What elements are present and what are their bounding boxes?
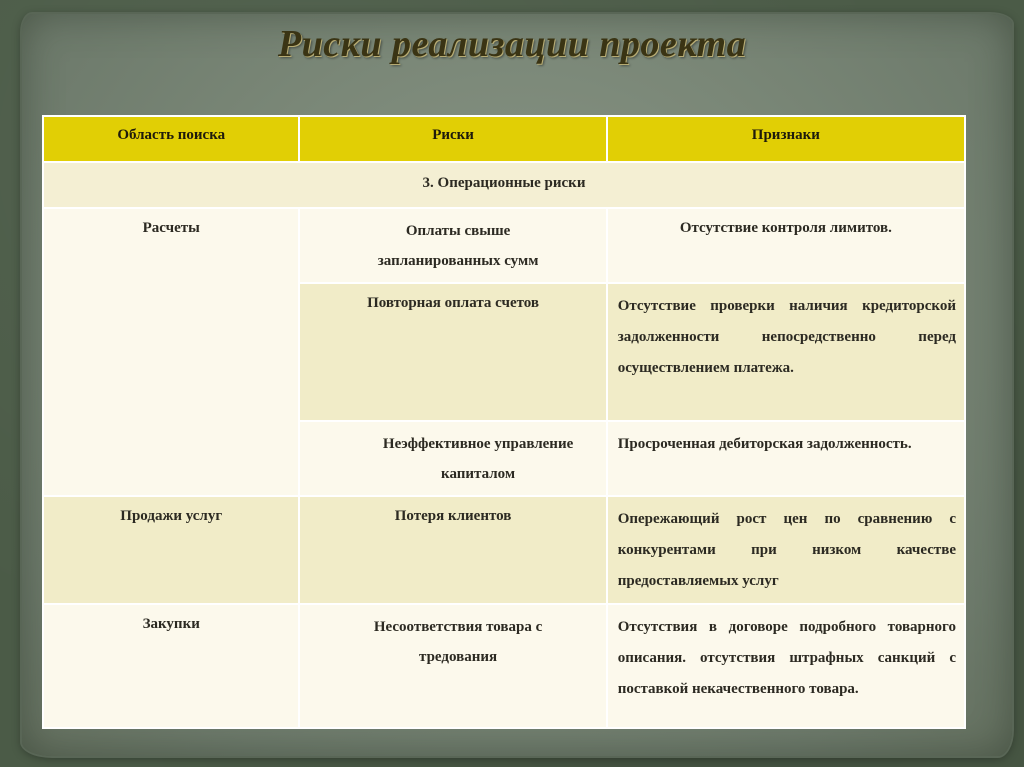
area-cell: Расчеты bbox=[43, 208, 299, 496]
header-area: Область поиска bbox=[43, 116, 299, 162]
sign-cell: Отсутствия в договоре подробного товарного описания. отсутствия штрафных санкций с поставкой некачественного товара. bbox=[607, 604, 965, 728]
section-cell: 3. Операционные риски bbox=[43, 162, 965, 208]
risks-table bbox=[42, 115, 966, 729]
slide-title: Риски реализации проекта bbox=[277, 23, 747, 65]
sign-cell: Отсутствие проверки наличия кредиторской задолженности непосредственно перед осуществлением платежа. bbox=[607, 283, 965, 421]
table-row bbox=[43, 208, 965, 283]
table-header-row bbox=[43, 116, 965, 162]
section-row bbox=[43, 162, 965, 208]
risk-cell: Неэффективное управление капиталом bbox=[299, 421, 606, 496]
table-row bbox=[43, 496, 965, 604]
risk-cell: Потеря клиентов bbox=[299, 496, 606, 604]
sign-cell: Опережающий рост цен по сравнению с конкурентами при низком качестве предоставляемых услуг bbox=[607, 496, 965, 604]
sign-cell: Отсутствие контроля лимитов. bbox=[607, 208, 965, 283]
area-cell: Продажи услуг bbox=[43, 496, 299, 604]
table-row bbox=[43, 604, 965, 728]
header-risks: Риски bbox=[299, 116, 606, 162]
risk-cell: Несоответствия товара с тредования bbox=[299, 604, 606, 728]
risk-cell: Оплаты свыше запланированных сумм bbox=[299, 208, 606, 283]
risk-cell: Повторная оплата счетов bbox=[299, 283, 606, 421]
sign-cell: Просроченная дебиторская задолженность. bbox=[607, 421, 965, 496]
header-signs: Признаки bbox=[607, 116, 965, 162]
area-cell: Закупки bbox=[43, 604, 299, 728]
